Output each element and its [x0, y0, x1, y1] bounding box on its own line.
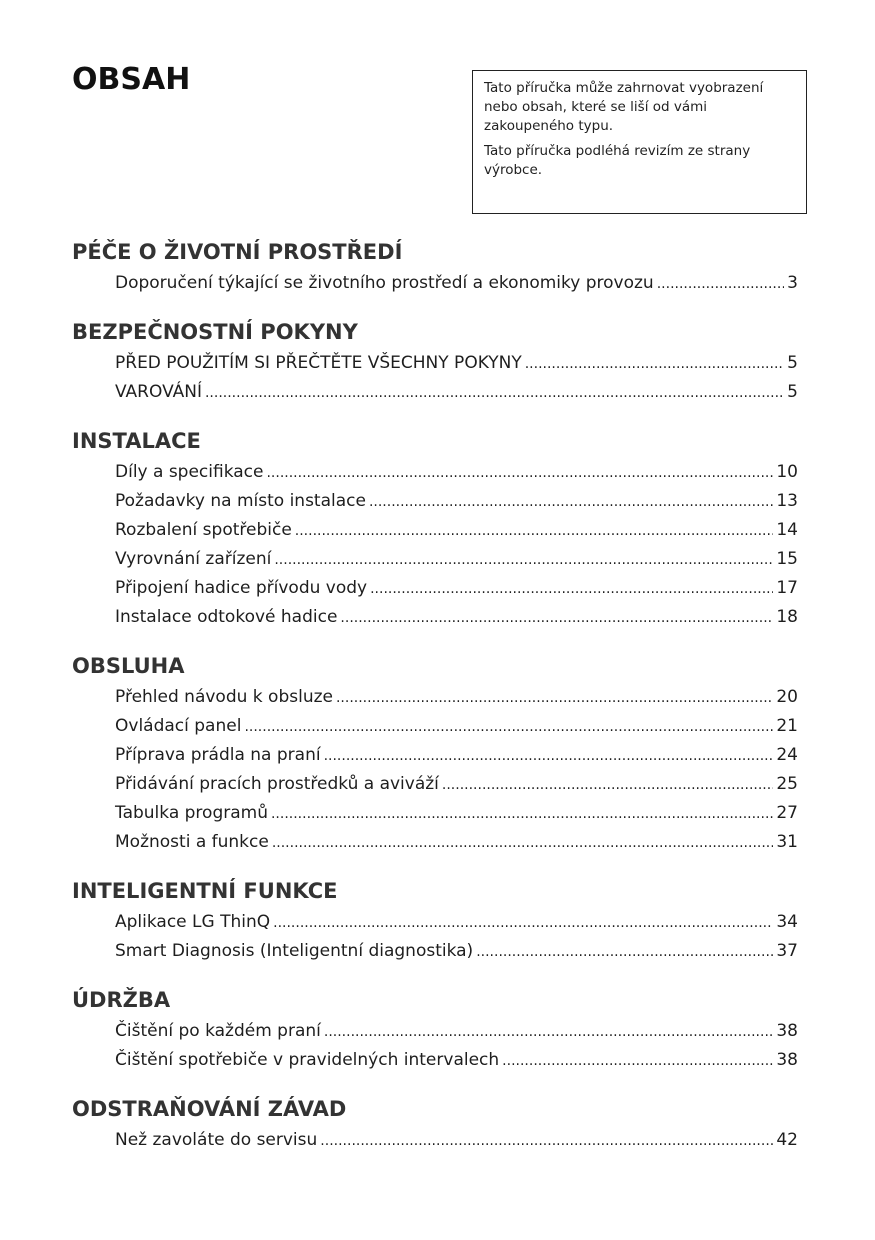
dot-leader	[295, 517, 774, 546]
toc-entry-title: Možnosti a funkce	[115, 832, 269, 852]
toc-section	[72, 427, 798, 632]
toc-entry-page-number: 20	[776, 687, 798, 707]
dot-leader	[369, 488, 773, 517]
toc-entry-title: VAROVÁNÍ	[115, 382, 202, 402]
toc-entry-title: Požadavky na místo instalace	[115, 491, 366, 511]
toc-entry-title: Ovládací panel	[115, 716, 242, 736]
toc-entry-list	[72, 1017, 798, 1075]
dot-leader	[370, 575, 773, 604]
toc-section	[72, 877, 798, 966]
toc-entry[interactable]	[115, 712, 798, 741]
toc-entry-title: Tabulka programů	[115, 803, 268, 823]
dot-leader	[274, 546, 773, 575]
toc-entry-page-number: 5	[787, 382, 798, 402]
toc-entry-title: Příprava prádla na praní	[115, 745, 321, 765]
dot-leader	[442, 771, 773, 800]
toc-section-heading: ODSTRAŇOVÁNÍ ZÁVAD	[72, 1097, 347, 1121]
toc-entry-title: Doporučení týkající se životního prostředí a ekonomiky provozu	[115, 273, 654, 293]
toc-entry-page-number: 37	[776, 941, 798, 961]
dot-leader	[324, 742, 774, 771]
toc-entry-page-number: 10	[776, 462, 798, 482]
toc-entry-page-number: 24	[776, 745, 798, 765]
dot-leader	[273, 909, 773, 938]
toc-entry[interactable]	[115, 1126, 798, 1155]
toc-entry-list	[72, 269, 798, 298]
toc-section	[72, 652, 798, 857]
toc-entry-page-number: 21	[776, 716, 798, 736]
toc-entry[interactable]	[115, 574, 798, 603]
toc-entry-page-number: 38	[776, 1050, 798, 1070]
toc-entry-page-number: 18	[776, 607, 798, 627]
toc-entry-page-number: 25	[776, 774, 798, 794]
toc-entry-title: Vyrovnání zařízení	[115, 549, 272, 569]
toc-entry[interactable]	[115, 937, 798, 966]
dot-leader	[205, 379, 784, 408]
dot-leader	[336, 684, 773, 713]
toc-entry-list	[72, 1126, 798, 1155]
toc-section	[72, 318, 798, 407]
toc-entry-title: Instalace odtokové hadice	[115, 607, 338, 627]
toc-entry[interactable]	[115, 770, 798, 799]
toc-section	[72, 238, 798, 298]
toc-section-heading: INTELIGENTNÍ FUNKCE	[72, 879, 338, 903]
notice-paragraph: Tato příručka podléhá revizím ze strany výrobce.	[484, 143, 751, 178]
toc-section-heading: PÉČE O ŽIVOTNÍ PROSTŘEDÍ	[72, 240, 403, 264]
toc-entry-title: Přidávání pracích prostředků a aviváží	[115, 774, 439, 794]
dot-leader	[502, 1047, 773, 1076]
dot-leader	[340, 604, 773, 633]
toc-entry-page-number: 42	[776, 1130, 798, 1150]
toc-section-heading: BEZPEČNOSTNÍ POKYNY	[72, 320, 358, 344]
toc-section	[72, 986, 798, 1075]
toc-section-heading: OBSLUHA	[72, 654, 185, 678]
toc-entry-title: PŘED POUŽITÍM SI PŘEČTĚTE VŠECHNY POKYNY	[115, 353, 522, 373]
dot-leader	[324, 1018, 773, 1047]
toc-entry[interactable]	[115, 545, 798, 574]
toc-entry[interactable]	[115, 683, 798, 712]
dot-leader	[525, 350, 784, 379]
toc-entry-title: Čištění spotřebiče v pravidelných intervalech	[115, 1050, 500, 1070]
dot-leader	[320, 1127, 773, 1156]
toc-entry[interactable]	[115, 741, 798, 770]
toc-entry-title: Připojení hadice přívodu vody	[115, 578, 368, 598]
toc-entry-list	[72, 458, 798, 632]
notice-paragraph: Tato příručka může zahrnovat vyobrazení nebo obsah, které se liší od vámi zakoupeného typu.	[484, 80, 764, 134]
toc-entry-list	[72, 683, 798, 857]
toc-entry-page-number: 3	[787, 273, 798, 293]
toc-entry[interactable]	[115, 1046, 798, 1075]
toc-entry-page-number: 5	[787, 353, 798, 373]
dot-leader	[271, 800, 773, 829]
toc-entry-title: Přehled návodu k obsluze	[115, 687, 333, 707]
toc-entry-page-number: 15	[776, 549, 798, 569]
toc-entry-page-number: 17	[776, 578, 798, 598]
toc-section	[72, 1095, 798, 1155]
toc-entry[interactable]	[115, 516, 798, 545]
toc-entry-page-number: 13	[776, 491, 798, 511]
toc-entry-title: Čištění po každém praní	[115, 1021, 321, 1041]
toc-entry-title: Díly a specifikace	[115, 462, 264, 482]
table-of-contents	[72, 238, 798, 1175]
toc-entry-page-number: 34	[776, 912, 798, 932]
toc-section-heading: INSTALACE	[72, 429, 201, 453]
toc-entry-list	[72, 908, 798, 966]
toc-entry[interactable]	[115, 487, 798, 516]
toc-entry-page-number: 27	[776, 803, 798, 823]
toc-entry[interactable]	[115, 458, 798, 487]
dot-leader	[266, 459, 773, 488]
toc-entry[interactable]	[115, 378, 798, 407]
disclaimer-notice-box	[472, 70, 807, 214]
dot-leader	[272, 829, 774, 858]
dot-leader	[476, 938, 773, 967]
toc-entry[interactable]	[115, 908, 798, 937]
dot-leader	[657, 270, 784, 299]
toc-entry-page-number: 31	[776, 832, 798, 852]
toc-entry[interactable]	[115, 1017, 798, 1046]
toc-entry-title: Rozbalení spotřebiče	[115, 520, 292, 540]
toc-entry-page-number: 14	[776, 520, 798, 540]
toc-entry-list	[72, 349, 798, 407]
toc-entry[interactable]	[115, 828, 798, 857]
page-title: OBSAH	[72, 62, 191, 97]
toc-entry[interactable]	[115, 603, 798, 632]
toc-entry-title: Smart Diagnosis (Inteligentní diagnostika)	[115, 941, 474, 961]
dot-leader	[244, 713, 773, 742]
toc-entry-title: Než zavoláte do servisu	[115, 1130, 318, 1150]
toc-entry[interactable]	[115, 269, 798, 298]
toc-section-heading: ÚDRŽBA	[72, 988, 171, 1012]
toc-entry[interactable]	[115, 349, 798, 378]
toc-entry[interactable]	[115, 799, 798, 828]
toc-entry-title: Aplikace LG ThinQ	[115, 912, 271, 932]
toc-entry-page-number: 38	[776, 1021, 798, 1041]
